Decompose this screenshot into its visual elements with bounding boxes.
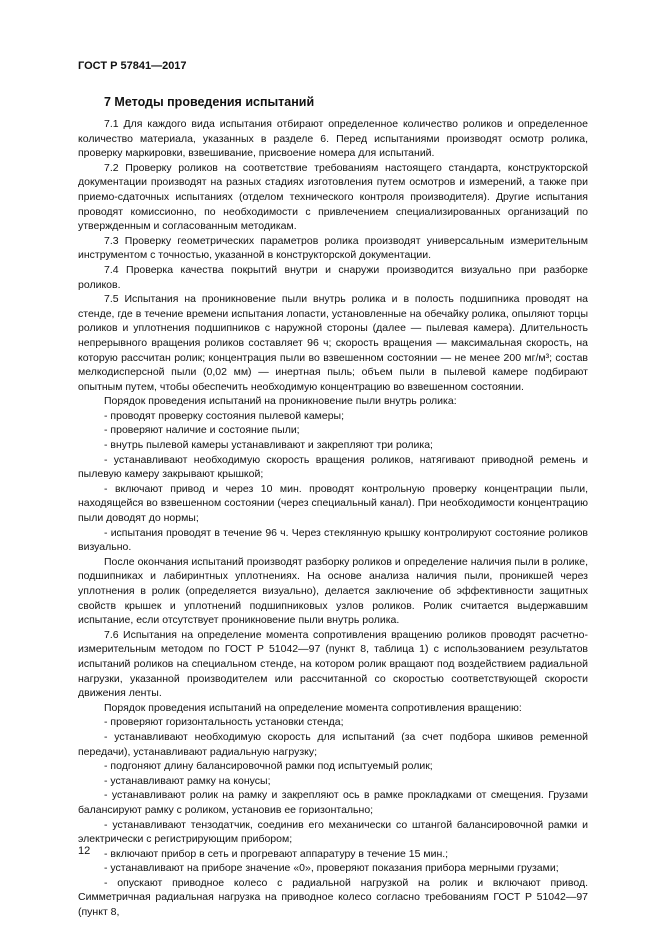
paragraph: 7.6 Испытания на определение момента сопротивления вращению роликов проводят расчетно-измерительным методом по ГОСТ Р 51042—97 (пункт 8, таблица 1) с использованием результатов испытаний роликов на специальном стенде, на котором ролик вращают под воздействием радиальной нагрузки, указанной производителем или рассчитанной со скоростью соответствующей скорости движения ленты. <box>78 628 588 700</box>
list-item: - включают прибор в сеть и прогревают аппаратуру в течение 15 мин.; <box>104 847 449 860</box>
list-item: - проводят проверку состояния пылевой камеры; <box>104 409 345 422</box>
list-item: - устанавливают необходимую скорость вращения роликов, натягивают приводной ремень и пылевую камеру закрывают крышкой; <box>78 453 588 481</box>
paragraph: 7.1 Для каждого вида испытания отбирают определенное количество роликов и определенное количество материала, указанных в разделе 6. Перед испытаниями производят осмотр ролика, проверку маркировки, взвешивание, присвоение номера для испытаний. <box>78 118 588 160</box>
list-item: - устанавливают необходимую скорость для испытаний (за счет подбора шкивов ременной передачи), устанавливают радиальную нагрузку; <box>78 730 588 758</box>
list-item: - подгоняют длину балансировочной рамки под испытуемый ролик; <box>104 760 433 773</box>
paragraph: 7.5 Испытания на проникновение пыли внутрь ролика и в полость подшипника проводят на стенде, где в течение времени испытания лопасти, установленные на обечайку ролика, опыляют торцы роликов и уплотнения подшипников с наружной стороны (далее — пылевая камера). Длительность непрерывного вращения роликов составляет 96 ч; скорость вращения — максимальная скорость, на которую рассчитан ролик; концентрация пыли во взвешенном состоянии — не менее 200 мг/м³; состав мелкодисперсной пыли (0,02 мм) — инертная пыль; объем пыли в пылевой камере подбирают опытным путем, чтобы обеспечить необходимую концентрацию во взвешенном состоянии. <box>78 293 588 393</box>
document-header: ГОСТ Р 57841—2017 <box>78 60 187 72</box>
list-item: - испытания проводят в течение 96 ч. Через стеклянную крышку контролируют состояние роликов визуально. <box>78 526 588 554</box>
paragraph: 7.2 Проверку роликов на соответствие требованиям настоящего стандарта, конструкторской документации производят на разных стадиях изготовления путем осмотров и измерений, а также при приемо-сдаточных испытаниях (отделом технического контроля производителя). Другие испытания проводят комиссионно, по необходимости с привлечением специализированных организаций по утвержденным и согласованным методикам. <box>78 161 588 233</box>
list-item: - внутрь пылевой камеры устанавливают и закрепляют три ролика; <box>104 439 433 452</box>
page-number: 12 <box>78 845 91 857</box>
list-item: - проверяют наличие и состояние пыли; <box>104 424 300 437</box>
list-item: - устанавливают ролик на рамку и закрепляют ось в рамке прокладками от смещения. Грузами балансируют рамку с роликом, установив ее горизонтально; <box>78 789 588 816</box>
paragraph: Порядок проведения испытаний на определение момента сопротивления вращению: <box>104 701 522 714</box>
document-body <box>78 117 588 920</box>
paragraph: После окончания испытаний производят разборку роликов и определение наличия пыли в ролике, подшипниках и лабиринтных уплотнениях. На основе анализа наличия пыли, проникшей через уплотнения в ролик (определяется визуально), делается заключение об эффективности защитных свойств крышек и уплотнений подшипниковых узлов роликов. Ролик считается выдержавшим испытание, если отсутствует проникновение пыли внутрь ролика. <box>78 555 588 627</box>
paragraph: Порядок проведения испытаний на проникновение пыли внутрь ролика: <box>104 395 457 408</box>
list-item: - проверяют горизонтальность установки стенда; <box>104 716 344 729</box>
list-item: - устанавливают рамку на конусы; <box>104 774 271 787</box>
list-item: - устанавливают тензодатчик, соединив его механически со штангой балансировочной рамки и электрически с регистрирующим прибором; <box>78 818 588 846</box>
paragraph: 7.3 Проверку геометрических параметров ролика производят универсальным измерительным инструментом с точностью, указанной в конструкторской документации. <box>78 234 588 262</box>
list-item: - включают привод и через 10 мин. проводят контрольную проверку концентрации пыли, находящейся во взвешенном состоянии (через специальный канал). При необходимости концентрацию пыли доводят до нормы; <box>78 482 588 525</box>
paragraph: 7.4 Проверка качества покрытий внутри и снаружи производится визуально при разборке роликов. <box>78 263 588 291</box>
section-title: 7 Методы проведения испытаний <box>104 95 315 109</box>
list-item: - устанавливают на приборе значение «0», проверяют показания прибора мерными грузами; <box>104 862 559 875</box>
list-item: - опускают приводное колесо с радиальной нагрузкой на ролик и включают привод. Симметричная радиальная нагрузка на приводное колесо согласно требованиям ГОСТ Р 51042—97 (пункт 8, <box>78 876 588 919</box>
